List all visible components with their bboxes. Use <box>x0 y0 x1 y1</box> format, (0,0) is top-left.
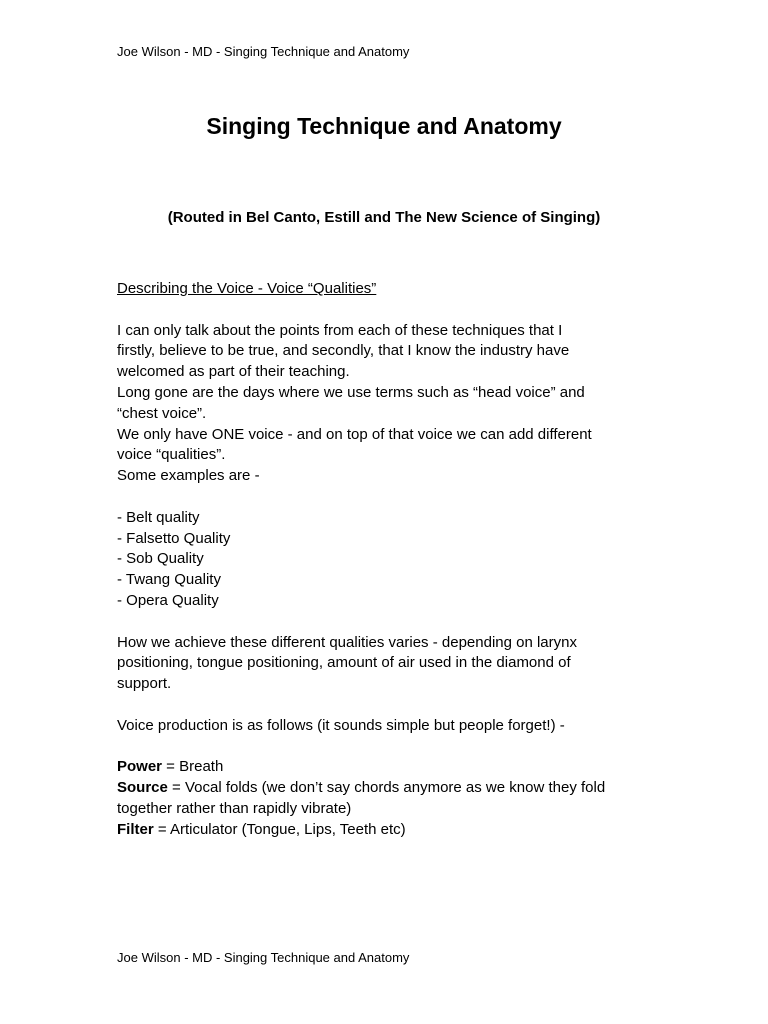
quality-list-item: - Twang Quality <box>117 571 221 589</box>
section-heading: Describing the Voice - Voice “Qualities” <box>117 280 377 297</box>
production-intro: Voice production is as follows (it sounds simple but people forget!) - <box>117 716 565 734</box>
power-term: Power <box>117 758 163 776</box>
intro-line: welcomed as part of their teaching. <box>117 363 350 381</box>
quality-list-item: - Falsetto Quality <box>117 529 231 547</box>
production-power <box>117 757 677 778</box>
production-source-cont: together rather than rapidly vibrate) <box>117 799 352 817</box>
quality-list-item: - Belt quality <box>117 508 200 526</box>
achieve-line: support. <box>117 675 172 693</box>
intro-line: firstly, believe to be true, and secondly, that I know the industry have <box>117 342 570 360</box>
source-desc: = Vocal folds (we don’t say chords anymore as we know they fold <box>167 779 606 797</box>
spacer <box>117 612 677 633</box>
document-subtitle: (Routed in Bel Canto, Estill and The New Science of Singing) <box>167 209 601 226</box>
spacer <box>117 737 677 758</box>
page-header: Joe Wilson - MD - Singing Technique and Anatomy <box>117 44 410 59</box>
intro-line: “chest voice”. <box>117 404 207 422</box>
intro-line: voice “qualities”. <box>117 446 226 464</box>
document-body <box>117 279 677 841</box>
intro-line: Some examples are - <box>117 467 260 485</box>
production-source <box>117 778 677 799</box>
achieve-line: How we achieve these different qualities varies - depending on larynx <box>117 633 577 651</box>
power-desc: = Breath <box>162 758 224 776</box>
intro-line: I can only talk about the points from each of these techniques that I <box>117 321 563 339</box>
spacer <box>117 695 677 716</box>
source-term: Source <box>117 779 168 797</box>
document-title: Singing Technique and Anatomy <box>206 113 562 139</box>
quality-list-item: - Sob Quality <box>117 550 204 568</box>
filter-term: Filter <box>117 820 154 838</box>
spacer <box>117 487 677 508</box>
quality-list-item: - Opera Quality <box>117 591 219 609</box>
intro-line: We only have ONE voice - and on top of that voice we can add different <box>117 425 592 443</box>
spacer <box>117 300 677 321</box>
production-filter <box>117 820 677 841</box>
achieve-line: positioning, tongue positioning, amount of air used in the diamond of <box>117 654 571 672</box>
intro-line: Long gone are the days where we use terms such as “head voice” and <box>117 383 585 401</box>
filter-desc: = Articulator (Tongue, Lips, Teeth etc) <box>153 820 406 838</box>
page-footer: Joe Wilson - MD - Singing Technique and Anatomy <box>117 950 410 965</box>
